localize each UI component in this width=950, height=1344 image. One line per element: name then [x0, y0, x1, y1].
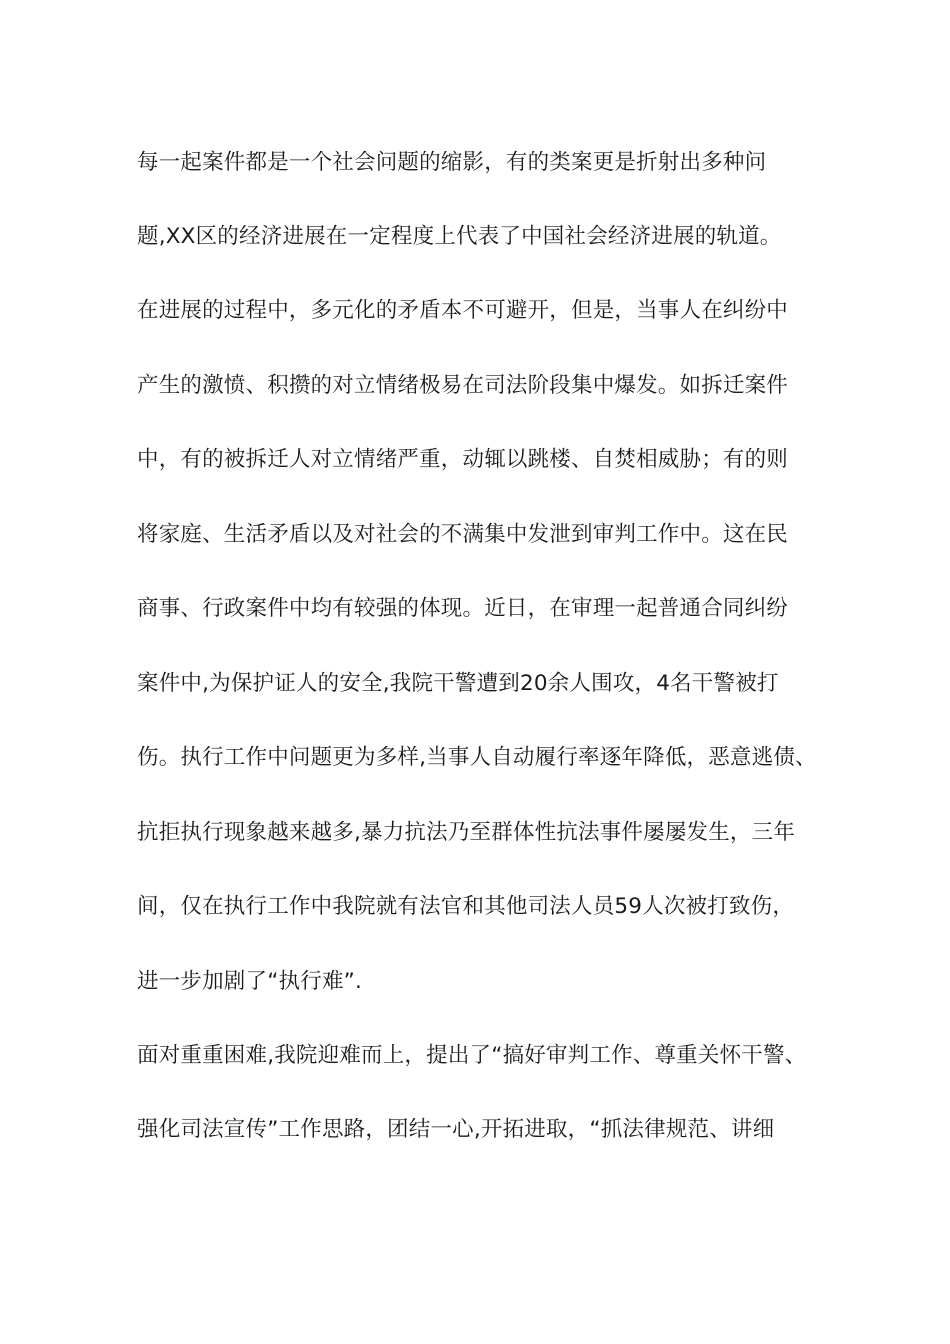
paragraph-line: 进一步加剧了“执行难”. [137, 969, 363, 994]
paragraph-line: 商事、行政案件中均有较强的体现。近日，在审理一起普通合同纠纷 [137, 596, 789, 621]
paragraph-line: 面对重重困难,我院迎难而上，提出了“搞好审判工作、尊重关怀干警、 [137, 1043, 807, 1068]
paragraph-line: 中，有的被拆迁人对立情绪严重，动辄以跳楼、自焚相威胁；有的则 [137, 447, 789, 472]
paragraph-line: 伤。执行工作中问题更为多样,当事人自动履行率逐年降低，恶意逃债、 [137, 745, 817, 770]
paragraph-line: 每一起案件都是一个社会问题的缩影，有的类案更是折射出多种问 [137, 150, 767, 175]
paragraph-line: 间，仅在执行工作中我院就有法官和其他司法人员59人次被打致伤， [137, 894, 795, 919]
paragraph-line: 产生的激愤、积攒的对立情绪极易在司法阶段集中爆发。如拆迁案件 [137, 373, 789, 398]
paragraph-line: 题,XX区的经济进展在一定程度上代表了中国社会经济进展的轨道。 [137, 224, 782, 249]
paragraph-line: 抗拒执行现象越来越多,暴力抗法乃至群体性抗法事件屡屡发生，三年 [137, 820, 796, 845]
paragraph-line: 在进展的过程中，多元化的矛盾本不可避开，但是，当事人在纠纷中 [137, 298, 789, 323]
paragraph-line: 强化司法宣传”工作思路，团结一心,开拓进取，“抓法律规范、讲细 [137, 1117, 775, 1142]
paragraph-line: 案件中,为保护证人的安全,我院干警遭到20余人围攻，4名干警被打 [137, 671, 779, 696]
paragraph-line: 将家庭、生活矛盾以及对社会的不满集中发泄到审判工作中。这在民 [137, 522, 789, 547]
